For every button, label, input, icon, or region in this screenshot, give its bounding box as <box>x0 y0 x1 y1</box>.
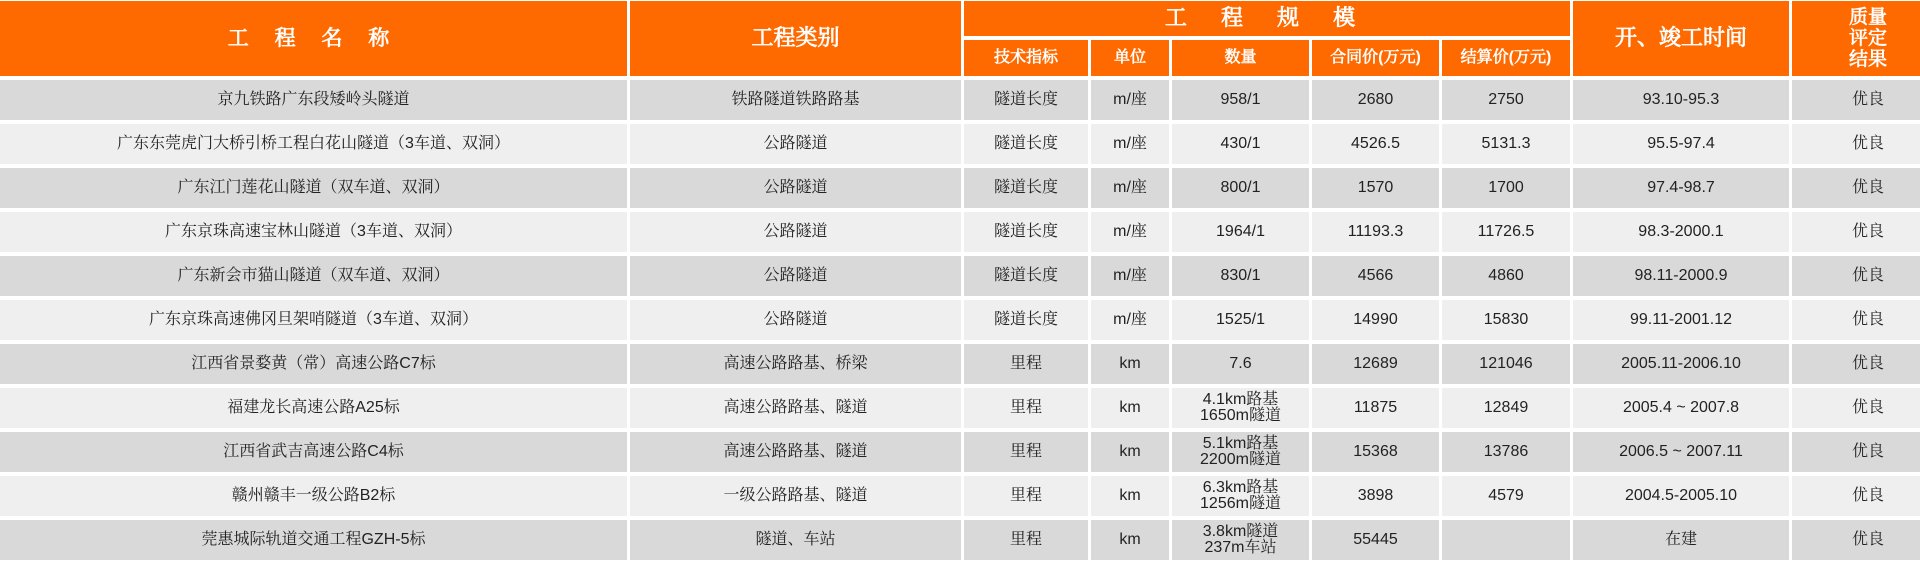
header-quality-line: 质量 <box>1848 6 1887 28</box>
cell-contract: 2680 <box>1312 80 1439 120</box>
cell-tech: 隧道长度 <box>964 124 1088 164</box>
cell-quantity: 1964/1 <box>1172 212 1309 252</box>
cell-time: 2005.11-2006.10 <box>1573 344 1789 384</box>
header-project-name: 工 程 名 称 <box>0 1 627 76</box>
header-quality-line: 评定 <box>1848 27 1887 49</box>
cell-quantity <box>1172 520 1309 560</box>
cell-unit: km <box>1091 388 1169 428</box>
cell-time: 2004.5-2005.10 <box>1573 476 1789 516</box>
cell-category: 公路隧道 <box>630 124 961 164</box>
quantity-line: 237m车站 <box>1204 539 1277 556</box>
cell-unit: km <box>1091 344 1169 384</box>
cell-quality: 优良 <box>1792 168 1920 208</box>
cell-quality: 优良 <box>1792 256 1920 296</box>
cell-unit: m/座 <box>1091 256 1169 296</box>
cell-contract: 3898 <box>1312 476 1439 516</box>
table-row <box>0 388 1920 428</box>
cell-category: 公路隧道 <box>630 212 961 252</box>
cell-unit: m/座 <box>1091 300 1169 340</box>
quantity-line: 1256m隧道 <box>1200 495 1281 512</box>
cell-tech: 里程 <box>964 520 1088 560</box>
cell-name: 莞惠城际轨道交通工程GZH-5标 <box>0 520 627 560</box>
cell-contract: 11193.3 <box>1312 212 1439 252</box>
cell-quality: 优良 <box>1792 344 1920 384</box>
cell-quality: 优良 <box>1792 476 1920 516</box>
header-time: 开、竣工时间 <box>1573 1 1789 76</box>
cell-quality: 优良 <box>1792 124 1920 164</box>
cell-category: 公路隧道 <box>630 300 961 340</box>
cell-contract: 15368 <box>1312 432 1439 472</box>
cell-settle <box>1442 520 1570 560</box>
cell-unit: km <box>1091 520 1169 560</box>
cell-category: 一级公路路基、隧道 <box>630 476 961 516</box>
header-quality-line: 结果 <box>1848 49 1887 71</box>
table-row <box>0 256 1920 296</box>
cell-unit: m/座 <box>1091 212 1169 252</box>
table-row <box>0 300 1920 340</box>
header-quantity: 数量 <box>1172 40 1309 76</box>
cell-settle: 15830 <box>1442 300 1570 340</box>
cell-contract: 14990 <box>1312 300 1439 340</box>
header-quality <box>1792 1 1920 76</box>
quantity-line: 2200m隧道 <box>1200 451 1281 468</box>
cell-tech: 里程 <box>964 388 1088 428</box>
table-row <box>0 80 1920 120</box>
cell-tech: 隧道长度 <box>964 80 1088 120</box>
cell-settle: 13786 <box>1442 432 1570 472</box>
cell-tech: 里程 <box>964 432 1088 472</box>
cell-quality: 优良 <box>1792 300 1920 340</box>
cell-name: 福建龙长高速公路A25标 <box>0 388 627 428</box>
header-scale: 工 程 规 模 <box>964 1 1570 36</box>
cell-quality: 优良 <box>1792 432 1920 472</box>
header-unit: 单位 <box>1091 40 1169 76</box>
table-body <box>0 80 1920 560</box>
cell-name: 江西省武吉高速公路C4标 <box>0 432 627 472</box>
cell-quantity <box>1172 476 1309 516</box>
cell-category: 隧道、车站 <box>630 520 961 560</box>
cell-time: 在建 <box>1573 520 1789 560</box>
cell-quantity: 1525/1 <box>1172 300 1309 340</box>
cell-tech: 里程 <box>964 344 1088 384</box>
cell-unit: m/座 <box>1091 168 1169 208</box>
cell-time: 93.10-95.3 <box>1573 80 1789 120</box>
cell-contract: 4526.5 <box>1312 124 1439 164</box>
cell-quantity: 430/1 <box>1172 124 1309 164</box>
cell-name: 广东新会市猫山隧道（双车道、双洞） <box>0 256 627 296</box>
cell-category: 公路隧道 <box>630 256 961 296</box>
cell-settle: 5131.3 <box>1442 124 1570 164</box>
quantity-line: 4.1km路基 <box>1202 391 1279 408</box>
cell-category: 高速公路路基、隧道 <box>630 432 961 472</box>
cell-unit: m/座 <box>1091 124 1169 164</box>
cell-category: 高速公路路基、隧道 <box>630 388 961 428</box>
header-contract-price: 合同价(万元) <box>1312 40 1439 76</box>
table-row <box>0 124 1920 164</box>
cell-settle: 4860 <box>1442 256 1570 296</box>
cell-name: 广东江门莲花山隧道（双车道、双洞） <box>0 168 627 208</box>
cell-tech: 里程 <box>964 476 1088 516</box>
header-category: 工程类别 <box>630 1 961 76</box>
cell-time: 99.11-2001.12 <box>1573 300 1789 340</box>
cell-category: 铁路隧道铁路路基 <box>630 80 961 120</box>
cell-quantity <box>1172 388 1309 428</box>
cell-name: 江西省景婺黄（常）高速公路C7标 <box>0 344 627 384</box>
cell-contract: 4566 <box>1312 256 1439 296</box>
cell-time: 95.5-97.4 <box>1573 124 1789 164</box>
cell-unit: km <box>1091 476 1169 516</box>
cell-quantity <box>1172 432 1309 472</box>
cell-tech: 隧道长度 <box>964 256 1088 296</box>
table-row <box>0 212 1920 252</box>
cell-quality: 优良 <box>1792 80 1920 120</box>
cell-time: 2006.5 ~ 2007.11 <box>1573 432 1789 472</box>
cell-time: 98.11-2000.9 <box>1573 256 1789 296</box>
cell-category: 公路隧道 <box>630 168 961 208</box>
cell-unit: m/座 <box>1091 80 1169 120</box>
cell-settle: 11726.5 <box>1442 212 1570 252</box>
cell-name: 赣州赣丰一级公路B2标 <box>0 476 627 516</box>
table-row <box>0 168 1920 208</box>
cell-time: 97.4-98.7 <box>1573 168 1789 208</box>
cell-tech: 隧道长度 <box>964 300 1088 340</box>
cell-unit: km <box>1091 432 1169 472</box>
cell-contract: 11875 <box>1312 388 1439 428</box>
table-row <box>0 520 1920 560</box>
cell-contract: 12689 <box>1312 344 1439 384</box>
quantity-line: 6.3km路基 <box>1202 479 1279 496</box>
quantity-line: 5.1km路基 <box>1202 435 1279 452</box>
quantity-line: 3.8km隧道 <box>1202 523 1279 540</box>
table-row <box>0 432 1920 472</box>
cell-quantity: 7.6 <box>1172 344 1309 384</box>
cell-contract: 55445 <box>1312 520 1439 560</box>
cell-settle: 121046 <box>1442 344 1570 384</box>
cell-quantity: 958/1 <box>1172 80 1309 120</box>
header-tech: 技术指标 <box>964 40 1088 76</box>
table-row <box>0 476 1920 516</box>
cell-settle: 12849 <box>1442 388 1570 428</box>
cell-time: 2005.4 ~ 2007.8 <box>1573 388 1789 428</box>
header-settlement-price: 结算价(万元) <box>1442 40 1570 76</box>
cell-category: 高速公路路基、桥梁 <box>630 344 961 384</box>
cell-quality: 优良 <box>1792 520 1920 560</box>
cell-name: 京九铁路广东段矮岭头隧道 <box>0 80 627 120</box>
cell-quality: 优良 <box>1792 212 1920 252</box>
cell-quantity: 830/1 <box>1172 256 1309 296</box>
cell-contract: 1570 <box>1312 168 1439 208</box>
cell-quantity: 800/1 <box>1172 168 1309 208</box>
quantity-line: 1650m隧道 <box>1200 407 1281 424</box>
cell-settle: 4579 <box>1442 476 1570 516</box>
cell-quality: 优良 <box>1792 388 1920 428</box>
table-header <box>0 1 1920 76</box>
cell-tech: 隧道长度 <box>964 168 1088 208</box>
cell-name: 广东东莞虎门大桥引桥工程白花山隧道（3车道、双洞） <box>0 124 627 164</box>
cell-tech: 隧道长度 <box>964 212 1088 252</box>
table-row <box>0 344 1920 384</box>
cell-time: 98.3-2000.1 <box>1573 212 1789 252</box>
cell-settle: 2750 <box>1442 80 1570 120</box>
cell-settle: 1700 <box>1442 168 1570 208</box>
cell-name: 广东京珠高速宝林山隧道（3车道、双洞） <box>0 212 627 252</box>
cell-name: 广东京珠高速佛冈旦架哨隧道（3车道、双洞） <box>0 300 627 340</box>
